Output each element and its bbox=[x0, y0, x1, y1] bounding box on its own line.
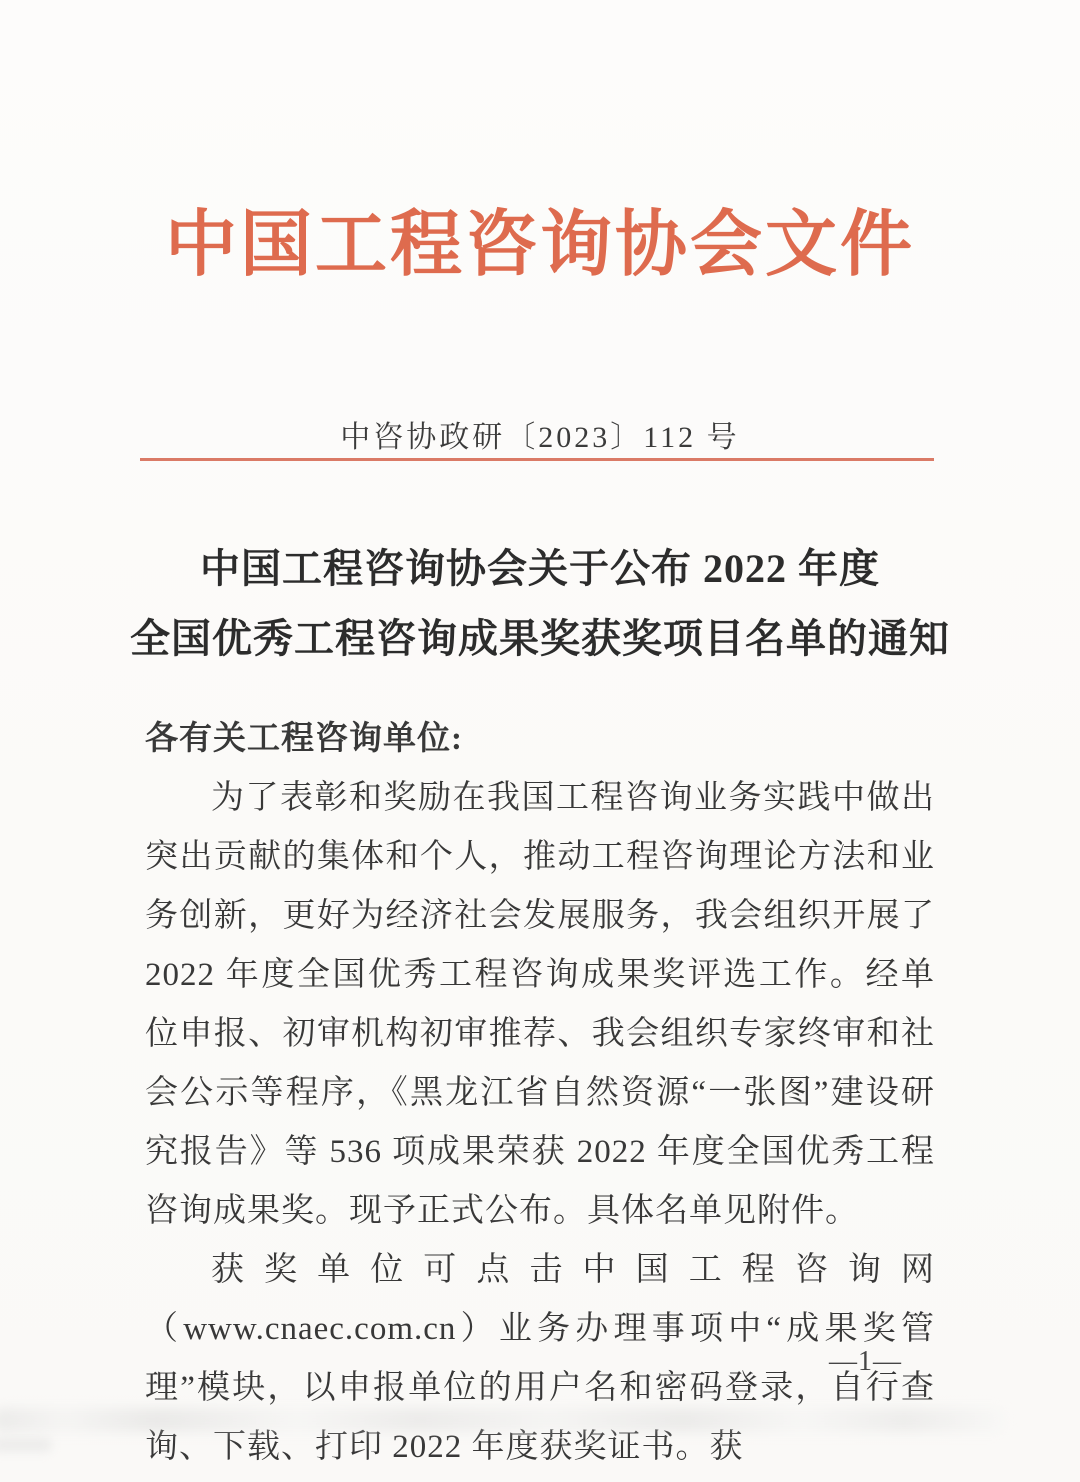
notice-title-line-2: 全国优秀工程咨询成果奖获奖项目名单的通知 bbox=[130, 616, 950, 661]
notice-title bbox=[0, 534, 1080, 674]
paragraph-list bbox=[145, 769, 935, 1477]
red-header-title: 中国工程咨询协会文件 bbox=[164, 205, 915, 285]
document-body bbox=[145, 710, 935, 1477]
scan-bleed-artifact-small bbox=[0, 1438, 52, 1452]
notice-title-line-1: 中国工程咨询协会关于公布 2022 年度 bbox=[200, 546, 880, 591]
body-paragraph: 为了表彰和奖励在我国工程咨询业务实践中做出突出贡献的集体和个人，推动工程咨询理论方法和业务创新，更好为经济社会发展服务，我会组织开展了 2022 年度全国优秀工程咨询成果奖评选工作。经单位申报、初审机构初审推荐、我会组织专家终审和社会公示等程序，《黑龙江省自然资源“一张图”建设研究报告》等 536 项成果荣获 2022 年度全国优秀工程咨询成果奖。现予正式公布。具体名单见附件。 bbox=[145, 780, 935, 1229]
page-number: —1— bbox=[829, 1346, 902, 1377]
document-number: 中咨协政研〔2023〕112 号 bbox=[340, 421, 740, 454]
scan-bleed-artifact bbox=[0, 1408, 1006, 1432]
body-paragraph: 获奖单位可点击中国工程咨询网（www.cnaec.com.cn）业务办理事项中“成果奖管理”模块，以申报单位的用户名和密码登录，自行查询、下载、打印 2022 年度获奖证书。获 bbox=[145, 1252, 935, 1465]
salutation: 各有关工程咨询单位: bbox=[145, 721, 463, 757]
red-divider-line bbox=[140, 458, 934, 461]
